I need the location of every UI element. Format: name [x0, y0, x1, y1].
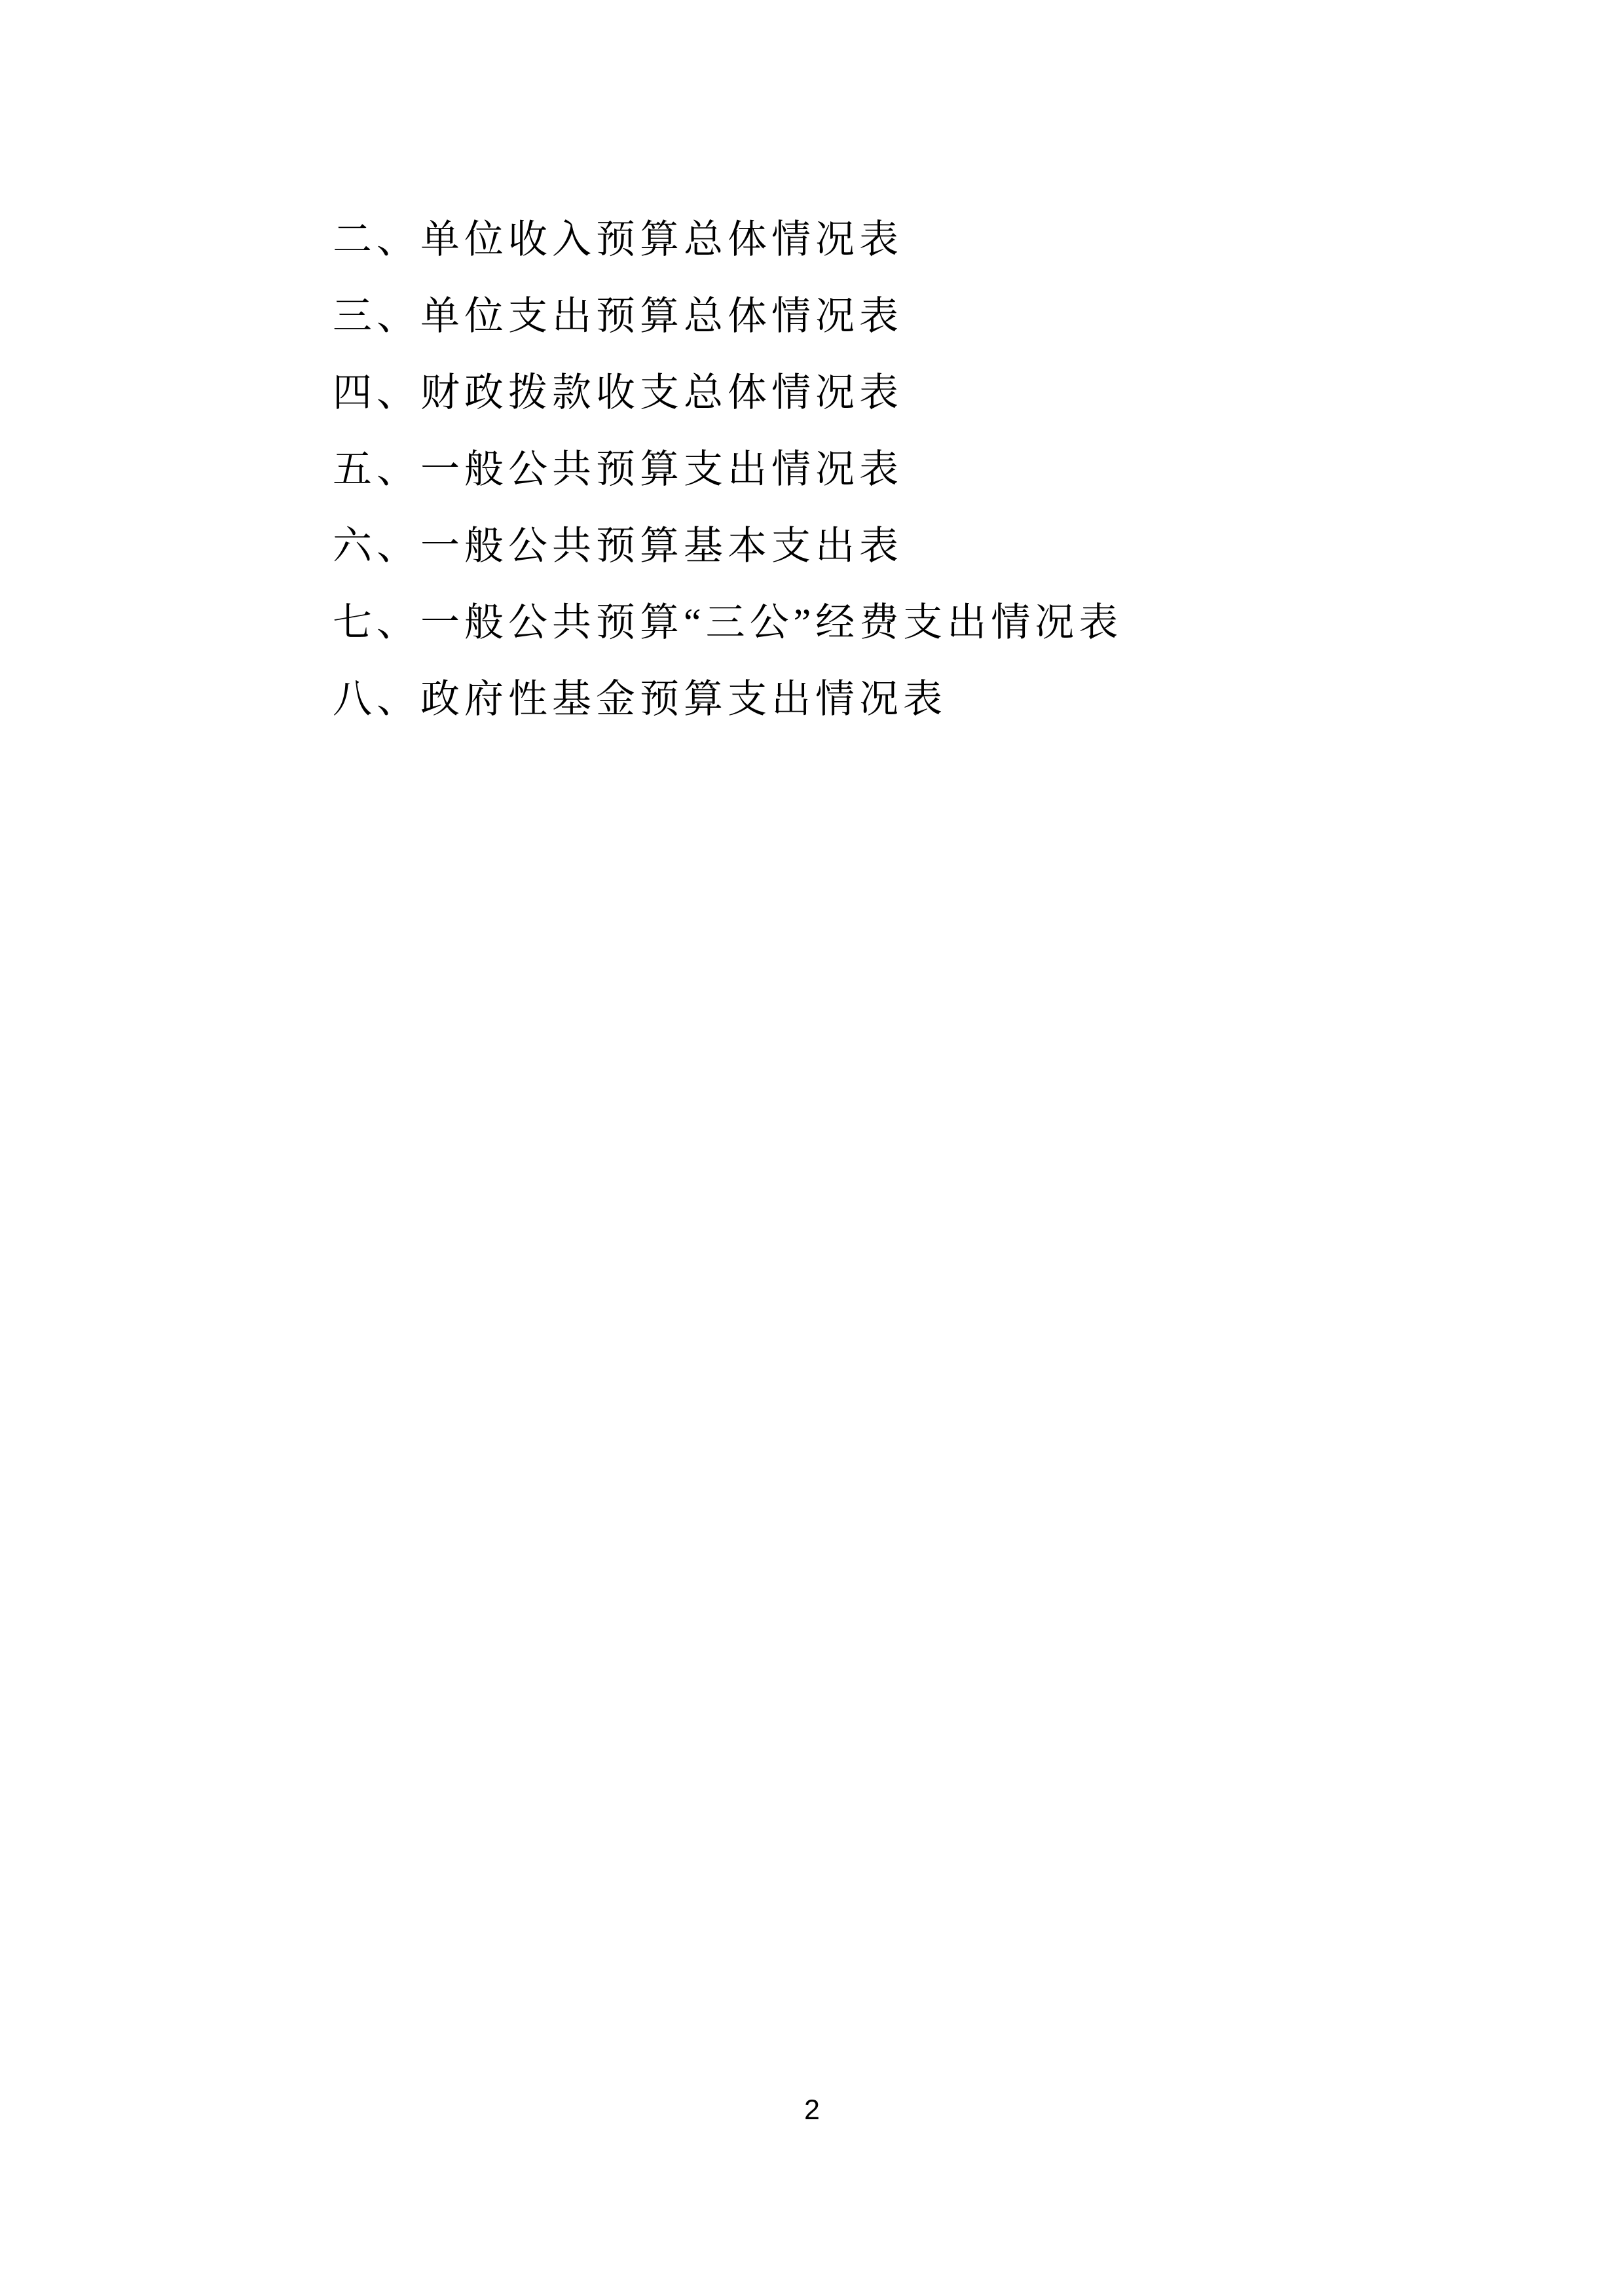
toc-item: 二、单位收入预算总体情况表 — [333, 218, 903, 261]
toc-list — [333, 202, 1122, 738]
toc-item: 四、财政拨款收支总体情况表 — [333, 371, 903, 414]
page-number: 2 — [804, 2094, 820, 2126]
toc-item: 六、一般公共预算基本支出表 — [333, 524, 903, 568]
toc-item: 三、单位支出预算总体情况表 — [333, 295, 903, 338]
toc-item: 七、一般公共预算“三公”经费支出情况表 — [333, 601, 1123, 644]
toc-item: 八、政府性基金预算支出情况表 — [333, 678, 947, 721]
toc-item: 五、一般公共预算支出情况表 — [333, 448, 903, 491]
